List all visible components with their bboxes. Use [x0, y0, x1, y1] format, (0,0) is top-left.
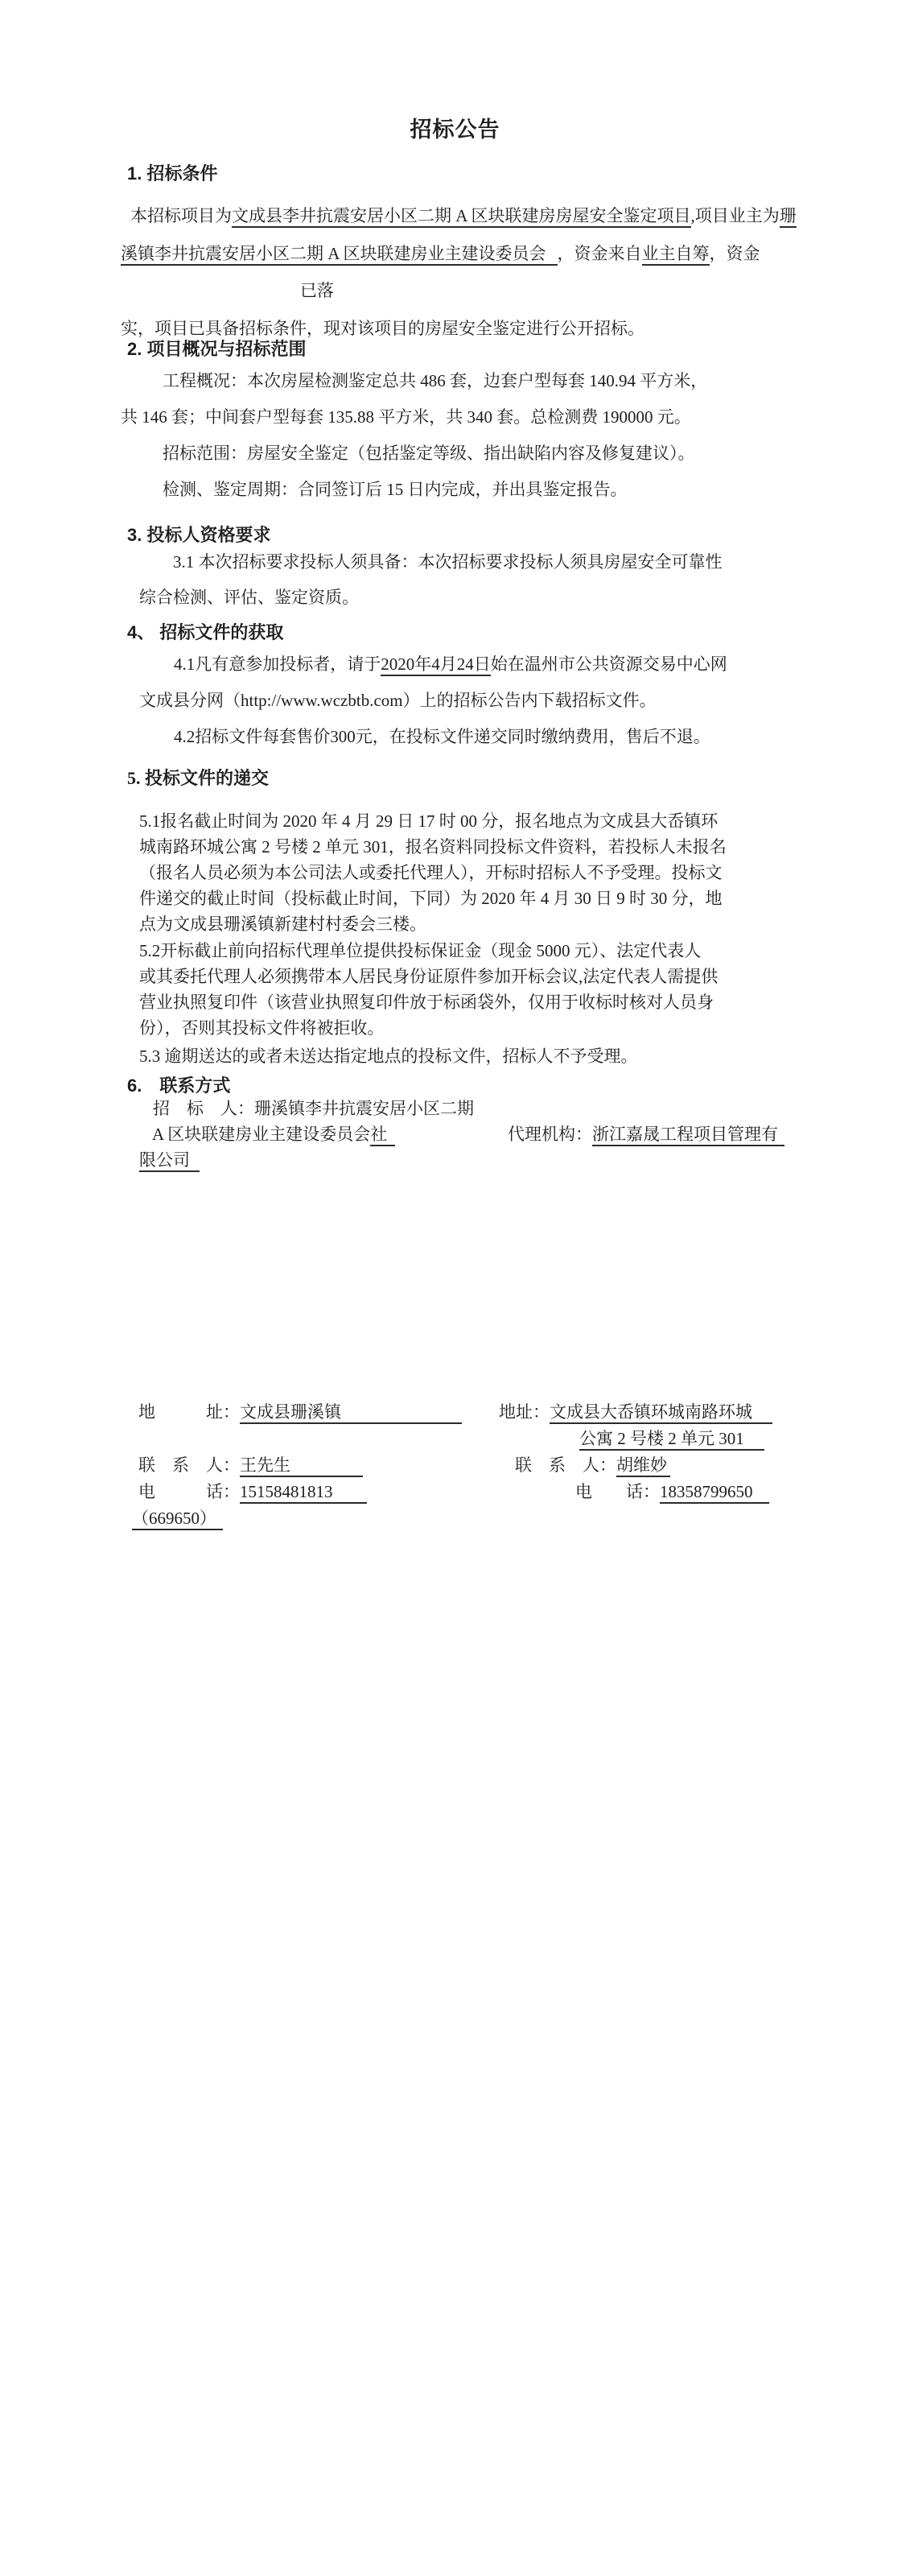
owner-name-underlined-part1: 珊 — [780, 206, 797, 228]
tenderer-address-label: 地 址： — [138, 1402, 240, 1422]
agency-phone-value: 18358799650 — [660, 1482, 769, 1504]
agency-address-row — [499, 1399, 772, 1426]
section-5-paragraph-1 — [139, 808, 727, 937]
agency-address-label: 地址： — [499, 1402, 550, 1422]
section-4-heading: 4、 招标文件的获取 — [127, 622, 284, 642]
agency-address-value-line1: 文成县大岙镇环城南路环城 — [550, 1402, 772, 1424]
para1-line2-end: ，资金 — [709, 243, 760, 263]
overdue-line: 5.3 逾期送达的或者未送达指定地点的投标文件，招标人不予受理。 — [139, 1046, 638, 1066]
page-title: 招标公告 — [410, 118, 500, 142]
submission-line4: 件递交的截止时间（投标截止时间，下同）为 2020 年 4 月 30 日 9 时 30 分，地 — [139, 889, 723, 908]
agency-address-row2 — [579, 1426, 772, 1452]
tenderer-phone-value: 15158481813 — [240, 1482, 367, 1504]
agency-segment — [508, 1121, 784, 1147]
project-overview-line2: 共 146 套；中间套户型每套 135.88 平方米，共 340 套。总检测费 190000 元。 — [121, 407, 691, 427]
inspection-period-line: 检测、鉴定周期：合同签订后 15 日内完成，并出具鉴定报告。 — [163, 480, 628, 499]
doc-price-line: 4.2招标文件每套售价300元，在投标文件递交同时缴纳费用，售后不退。 — [174, 727, 710, 746]
section-4-paragraph — [129, 646, 727, 755]
doc-obtain-line2: 文成县分网（http://www.wczbtb.com）上的招标公告内下载招标文件。 — [139, 691, 657, 710]
contact-left-spacer-row — [138, 1426, 462, 1452]
owner-name-underlined-part2: 溪镇李井抗震安居小区二期 A 区块联建房业主建设委员会 — [121, 244, 558, 266]
project-overview-line1: 工程概况：本次房屋检测鉴定总共 486 套，边套户型每套 140.94 平方米， — [163, 371, 708, 390]
download-date-underlined: 2020年4月24日 — [381, 654, 491, 676]
agency-address-value-line2: 公寓 2 号楼 2 单元 301 — [579, 1429, 764, 1451]
deposit-line2: 或其委托代理人必须携带本人居民身份证原件参加开标会议,法定代表人需提供 — [139, 967, 719, 986]
agency-name-underlined-part2: 限公司 — [139, 1150, 200, 1172]
bid-scope-line: 招标范围：房屋安全鉴定（包括鉴定等级、指出缺陷内容及修复建议）。 — [163, 444, 695, 463]
section-5-paragraph-2 — [139, 938, 718, 1041]
tenderer-phone-row — [138, 1479, 462, 1505]
deposit-line3: 营业执照复印件（该营业执照复印件放于标函袋外，仅用于收标时核对人员身 — [139, 993, 714, 1012]
tenderer-line2 — [152, 1121, 847, 1147]
tenderer-contact-person-row — [138, 1452, 462, 1479]
submission-line2: 城南路环城公寓 2 号楼 2 单元 301，报名资料同投标文件资料，若投标人未报名 — [139, 837, 727, 857]
qualification-line1: 3.1 本次招标要求投标人须具备：本次招标要求投标人须具房屋安全可靠性 — [173, 552, 723, 572]
tenderer-phone-label: 电 话： — [138, 1482, 240, 1501]
deposit-line4: 份），否则其投标文件将被拒收。 — [139, 1018, 385, 1038]
tenderer-contact-label: 联 系 人： — [138, 1455, 240, 1475]
doc-obtain-post: 始在温州市公共资源交易中心网 — [490, 654, 727, 674]
section-2-heading: 2. 项目概况与招标范围 — [127, 339, 307, 359]
tenderer-address-value: 文成县珊溪镇 — [240, 1402, 462, 1424]
para1-line4: 实，项目已具备招标条件，现对该项目的房屋安全鉴定进行公开招标。 — [121, 318, 644, 338]
para1-line3: 已落 — [300, 281, 334, 300]
agency-contact-value: 胡维妙 — [616, 1455, 670, 1477]
tenderer-line1: 招 标 人：珊溪镇李井抗震安居小区二期 — [153, 1099, 474, 1118]
tenderer-address-row — [138, 1399, 462, 1426]
agency-name-line2 — [139, 1147, 847, 1173]
section-6-content — [139, 1096, 847, 1173]
submission-line1: 5.1报名截止时间为 2020 年 4 月 29 日 17 时 00 分，报名地点为文成县大岙镇环 — [139, 811, 719, 831]
section-2-paragraph — [121, 363, 707, 508]
para1-line1-pre: 本招标项目为 — [130, 206, 232, 225]
section-1-heading: 1. 招标条件 — [127, 163, 218, 184]
submission-line3: （报名人员必须为本公司法人或委托代理人），开标时招标人不予受理。投标文 — [139, 863, 723, 882]
submission-line5: 点为文成县珊溪镇新建村村委会三楼。 — [139, 914, 426, 934]
section-5-heading: 5. 投标文件的递交 — [127, 768, 270, 788]
agency-phone-row — [575, 1479, 772, 1505]
section-3-paragraph — [129, 544, 723, 615]
doc-obtain-line1 — [174, 646, 727, 683]
para1-line2-mid: ，资金来自 — [557, 243, 642, 263]
section-6-heading: 6. 联系方式 — [127, 1075, 231, 1096]
agency-phone-label: 电 话： — [575, 1482, 660, 1501]
para1-line2 — [121, 235, 797, 273]
tenderer-suffix-underlined: 社 — [370, 1125, 395, 1146]
contact-right-column — [499, 1399, 772, 1505]
agency-name-underlined-part1: 浙江嘉晟工程项目管理有 — [592, 1125, 784, 1146]
para1-line1 — [121, 197, 797, 235]
tenderer-phone-note: （669650） — [132, 1509, 223, 1530]
section-1-paragraph — [121, 197, 797, 347]
tenderer-name-part2: A 区块联建房业主建设委员会 — [152, 1125, 371, 1144]
agency-contact-person-row — [515, 1452, 772, 1479]
agency-contact-label: 联 系 人： — [515, 1455, 616, 1475]
section-5-paragraph-3 — [139, 1043, 638, 1069]
contact-left-column — [132, 1399, 462, 1532]
qualification-line2: 综合检测、评估、鉴定资质。 — [139, 588, 359, 607]
fund-source-underlined: 业主自筹 — [642, 244, 710, 266]
project-name-underlined: 文成县李井抗震安居小区二期 A 区块联建房房屋安全鉴定项目 — [232, 206, 691, 228]
deposit-line1: 5.2开标截止前向招标代理单位提供投标保证金（现金 5000 元）、法定代表人 — [139, 941, 702, 960]
doc-obtain-pre: 4.1凡有意参加投标者，请于 — [174, 654, 381, 674]
tenderer-phone-note-row — [132, 1505, 462, 1532]
para1-line1-mid: ,项目业主为 — [690, 206, 780, 225]
tenderer-contact-value: 王先生 — [240, 1455, 363, 1477]
section-3-heading: 3. 投标人资格要求 — [127, 525, 271, 545]
agency-label: 代理机构： — [508, 1125, 592, 1144]
